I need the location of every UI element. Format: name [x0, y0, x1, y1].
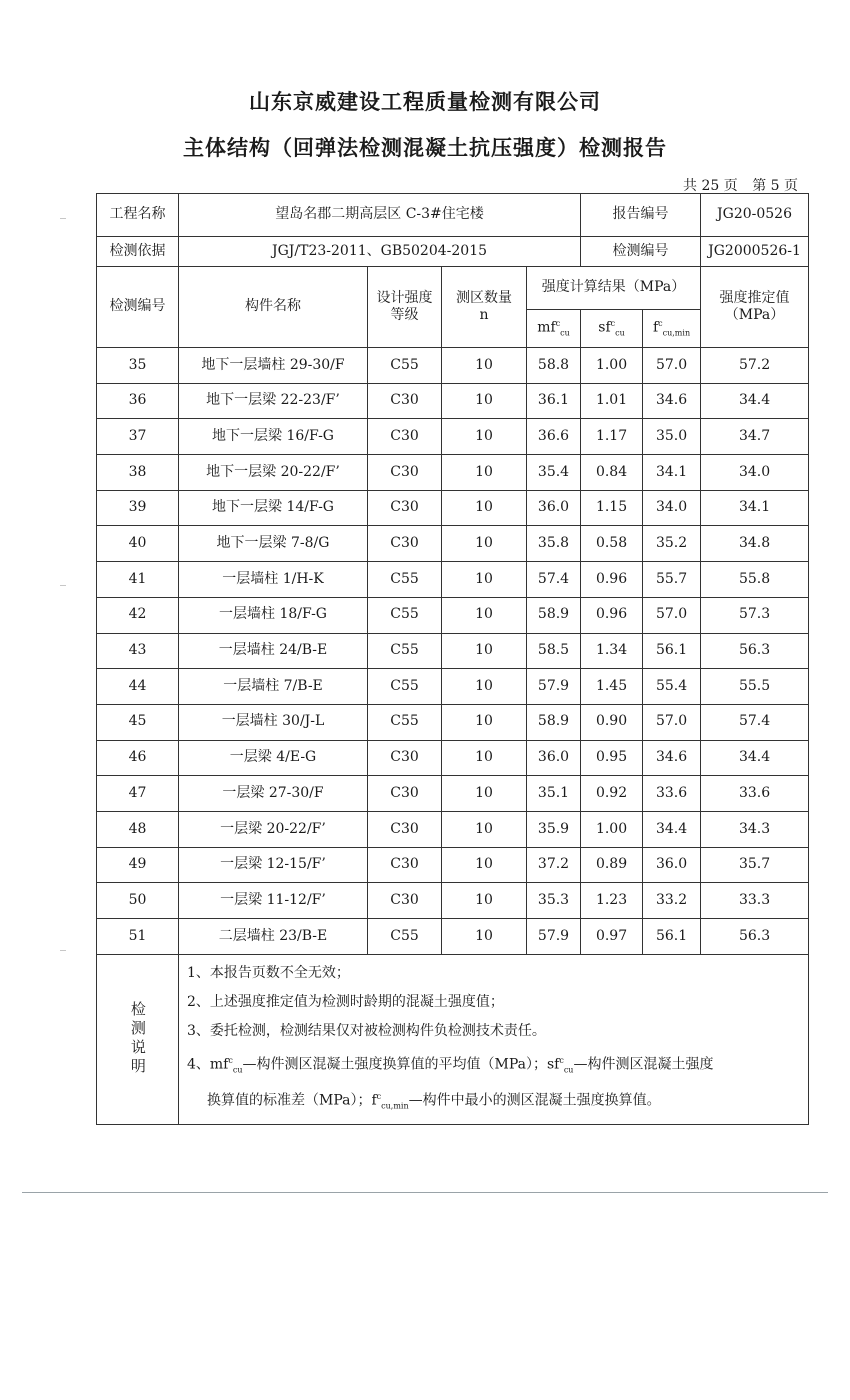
cell-fmin: 56.1 [643, 633, 701, 669]
cell-fmin: 33.2 [643, 883, 701, 919]
cell-mf: 36.0 [527, 490, 581, 526]
cell-fmin: 35.0 [643, 419, 701, 455]
cell-mf: 57.9 [527, 919, 581, 955]
cell-grade: C55 [368, 562, 442, 598]
cell-estimate: 34.4 [701, 740, 809, 776]
cell-id: 48 [97, 811, 179, 847]
cell-grade: C30 [368, 455, 442, 491]
cell-estimate: 34.7 [701, 419, 809, 455]
col-header-name: 构件名称 [179, 267, 368, 348]
col-header-count-text: 测区数量 [456, 289, 512, 306]
cell-grade: C30 [368, 740, 442, 776]
cell-count: 10 [442, 776, 527, 812]
cell-count: 10 [442, 811, 527, 847]
scan-mark [60, 950, 66, 951]
cell-sf: 1.01 [581, 383, 643, 419]
cell-count: 10 [442, 562, 527, 598]
cell-sf: 0.90 [581, 704, 643, 740]
cell-id: 50 [97, 883, 179, 919]
project-value: 望岛名郡二期高层区 C-3#住宅楼 [179, 194, 581, 237]
cell-count: 10 [442, 883, 527, 919]
cell-sf: 1.34 [581, 633, 643, 669]
cell-sf: 1.00 [581, 811, 643, 847]
cell-name: 一层梁 27-30/F [179, 776, 368, 812]
table-row [97, 633, 809, 669]
cell-id: 51 [97, 919, 179, 955]
cell-sf: 0.95 [581, 740, 643, 776]
cell-grade: C55 [368, 597, 442, 633]
table-row [97, 597, 809, 633]
cell-fmin: 34.6 [643, 740, 701, 776]
table-row [97, 419, 809, 455]
cell-id: 45 [97, 704, 179, 740]
cell-fmin: 55.7 [643, 562, 701, 598]
cell-mf: 35.1 [527, 776, 581, 812]
cell-name: 一层梁 12-15/F’ [179, 847, 368, 883]
cell-sf: 1.45 [581, 669, 643, 705]
cell-count: 10 [442, 704, 527, 740]
cell-estimate: 34.4 [701, 383, 809, 419]
cell-sf: 0.58 [581, 526, 643, 562]
col-header-fmin: $f^c_{cu,min}$ [643, 310, 701, 348]
cell-estimate: 34.0 [701, 455, 809, 491]
cell-estimate: 34.8 [701, 526, 809, 562]
cell-name: 地下一层梁 22-23/F’ [179, 383, 368, 419]
col-header-id: 检测编号 [97, 267, 179, 348]
cell-fmin: 56.1 [643, 919, 701, 955]
cell-sf: 1.00 [581, 348, 643, 384]
cell-mf: 58.5 [527, 633, 581, 669]
cell-fmin: 34.6 [643, 383, 701, 419]
cell-fmin: 34.4 [643, 811, 701, 847]
cell-fmin: 34.1 [643, 455, 701, 491]
cell-id: 43 [97, 633, 179, 669]
col-header-mf: $mf^c_{cu}$ [527, 310, 581, 348]
cell-estimate: 33.3 [701, 883, 809, 919]
cell-mf: 57.4 [527, 562, 581, 598]
cell-name: 一层梁 4/E-G [179, 740, 368, 776]
cell-estimate: 56.3 [701, 919, 809, 955]
col-header-estimate [701, 267, 809, 348]
cell-sf: 0.92 [581, 776, 643, 812]
cell-id: 42 [97, 597, 179, 633]
cell-estimate: 34.3 [701, 811, 809, 847]
cell-sf: 0.96 [581, 562, 643, 598]
page-divider [22, 1192, 828, 1193]
cell-fmin: 34.0 [643, 490, 701, 526]
cell-name: 地下一层墙柱 29-30/F [179, 348, 368, 384]
cell-mf: 58.9 [527, 597, 581, 633]
scan-mark [60, 218, 66, 219]
note-4-cont: 换算值的标准差（MPa）；$f^c_{cu,min}—$构件中最小的测区混凝土强度换算值。 [207, 1092, 661, 1111]
cell-id: 35 [97, 348, 179, 384]
col-header-count-unit: n [479, 307, 489, 323]
cell-grade: C55 [368, 919, 442, 955]
cell-sf: 1.15 [581, 490, 643, 526]
cell-name: 一层梁 20-22/F’ [179, 811, 368, 847]
table-row [97, 847, 809, 883]
report-title: 主体结构（回弹法检测混凝土抗压强度）检测报告 [183, 135, 667, 160]
report-no-label: 报告编号 [581, 194, 701, 237]
cell-sf: 0.97 [581, 919, 643, 955]
cell-count: 10 [442, 526, 527, 562]
cell-mf: 36.1 [527, 383, 581, 419]
page-info [673, 175, 798, 195]
col-header-estimate-unit: （MPa） [724, 307, 785, 323]
cell-count: 10 [442, 419, 527, 455]
table-row [97, 811, 809, 847]
table-row [97, 455, 809, 491]
cell-mf: 57.9 [527, 669, 581, 705]
cell-name: 一层墙柱 30/J-L [179, 704, 368, 740]
cell-estimate: 56.3 [701, 633, 809, 669]
notes-content [179, 954, 809, 1124]
col-header-grade [368, 267, 442, 348]
cell-sf: 0.96 [581, 597, 643, 633]
cell-count: 10 [442, 490, 527, 526]
cell-id: 40 [97, 526, 179, 562]
table-row [97, 776, 809, 812]
cell-count: 10 [442, 383, 527, 419]
scan-mark [60, 585, 66, 586]
cell-count: 10 [442, 847, 527, 883]
company-name: 山东京威建设工程质量检测有限公司 [249, 89, 601, 114]
cell-mf: 37.2 [527, 847, 581, 883]
cell-name: 地下一层梁 20-22/F’ [179, 455, 368, 491]
table-row [97, 669, 809, 705]
cell-fmin: 57.0 [643, 348, 701, 384]
cell-mf: 36.0 [527, 740, 581, 776]
table-row [97, 704, 809, 740]
cell-fmin: 35.2 [643, 526, 701, 562]
cell-name: 地下一层梁 16/F-G [179, 419, 368, 455]
test-no-label: 检测编号 [581, 237, 701, 267]
cell-grade: C30 [368, 526, 442, 562]
cell-grade: C30 [368, 883, 442, 919]
cell-count: 10 [442, 740, 527, 776]
cell-sf: 0.84 [581, 455, 643, 491]
cell-sf: 1.23 [581, 883, 643, 919]
current-page: 第 5 页 [752, 178, 798, 194]
cell-name: 一层墙柱 7/B-E [179, 669, 368, 705]
cell-name: 一层墙柱 18/F-G [179, 597, 368, 633]
cell-fmin: 33.6 [643, 776, 701, 812]
cell-name: 一层梁 11-12/F’ [179, 883, 368, 919]
cell-id: 36 [97, 383, 179, 419]
cell-grade: C30 [368, 847, 442, 883]
notes-label-cell [97, 954, 179, 1124]
cell-mf: 36.6 [527, 419, 581, 455]
table-row [97, 883, 809, 919]
notes-label: 检测说明 [128, 1001, 147, 1078]
cell-grade: C30 [368, 490, 442, 526]
cell-mf: 35.8 [527, 526, 581, 562]
cell-id: 44 [97, 669, 179, 705]
cell-grade: C30 [368, 383, 442, 419]
cell-estimate: 57.3 [701, 597, 809, 633]
table-row [97, 562, 809, 598]
table-row [97, 526, 809, 562]
cell-id: 49 [97, 847, 179, 883]
cell-count: 10 [442, 455, 527, 491]
cell-mf: 35.9 [527, 811, 581, 847]
cell-id: 38 [97, 455, 179, 491]
cell-estimate: 57.4 [701, 704, 809, 740]
cell-sf: 1.17 [581, 419, 643, 455]
col-header-estimate-text: 强度推定值 [719, 289, 790, 306]
cell-fmin: 55.4 [643, 669, 701, 705]
report-no-value: JG20-0526 [701, 194, 809, 237]
cell-id: 37 [97, 419, 179, 455]
cell-mf: 35.3 [527, 883, 581, 919]
cell-estimate: 35.7 [701, 847, 809, 883]
cell-grade: C30 [368, 419, 442, 455]
table-row [97, 383, 809, 419]
cell-fmin: 57.0 [643, 597, 701, 633]
cell-estimate: 57.2 [701, 348, 809, 384]
cell-id: 46 [97, 740, 179, 776]
cell-id: 39 [97, 490, 179, 526]
test-no-value: JG2000526-1 [701, 237, 809, 267]
cell-id: 41 [97, 562, 179, 598]
cell-count: 10 [442, 919, 527, 955]
cell-grade: C55 [368, 704, 442, 740]
report-table [96, 193, 809, 1125]
cell-estimate: 55.5 [701, 669, 809, 705]
note-1: 1、本报告页数不全无效； [187, 964, 350, 981]
cell-name: 二层墙柱 23/B-E [179, 919, 368, 955]
data-rows [97, 348, 809, 955]
cell-count: 10 [442, 348, 527, 384]
cell-grade: C55 [368, 348, 442, 384]
cell-id: 47 [97, 776, 179, 812]
col-header-sf: $sf^c_{cu}$ [581, 310, 643, 348]
cell-fmin: 36.0 [643, 847, 701, 883]
note-3: 3、委托检测，检测结果仅对被检测构件负检测技术责任。 [187, 1022, 546, 1039]
basis-label: 检测依据 [97, 237, 179, 267]
cell-mf: 35.4 [527, 455, 581, 491]
cell-grade: C55 [368, 669, 442, 705]
cell-estimate: 34.1 [701, 490, 809, 526]
total-pages: 共 25 页 [683, 178, 738, 194]
col-header-calc: 强度计算结果（MPa） [527, 267, 701, 310]
cell-name: 地下一层梁 7-8/G [179, 526, 368, 562]
note-4: 4、$mf^c_{cu}—$构件测区混凝土强度换算值的平均值（MPa）；$sf^c_{cu}—$构件测区混凝土强度 [187, 1055, 714, 1075]
cell-name: 一层墙柱 24/B-E [179, 633, 368, 669]
cell-grade: C30 [368, 776, 442, 812]
col-header-count [442, 267, 527, 348]
table-row [97, 740, 809, 776]
basis-value: JGJ/T23-2011、GB50204-2015 [179, 237, 581, 267]
cell-estimate: 33.6 [701, 776, 809, 812]
cell-count: 10 [442, 633, 527, 669]
project-label: 工程名称 [97, 194, 179, 237]
col-header-grade-text: 设计强度等级 [376, 289, 433, 323]
cell-grade: C30 [368, 811, 442, 847]
cell-name: 一层墙柱 1/H-K [179, 562, 368, 598]
cell-mf: 58.8 [527, 348, 581, 384]
cell-count: 10 [442, 669, 527, 705]
table-row [97, 490, 809, 526]
cell-estimate: 55.8 [701, 562, 809, 598]
note-2: 2、上述强度推定值为检测时龄期的混凝土强度值； [187, 993, 504, 1010]
cell-mf: 58.9 [527, 704, 581, 740]
table-row [97, 348, 809, 384]
table-row [97, 919, 809, 955]
cell-grade: C55 [368, 633, 442, 669]
cell-count: 10 [442, 597, 527, 633]
cell-fmin: 57.0 [643, 704, 701, 740]
cell-name: 地下一层梁 14/F-G [179, 490, 368, 526]
cell-sf: 0.89 [581, 847, 643, 883]
